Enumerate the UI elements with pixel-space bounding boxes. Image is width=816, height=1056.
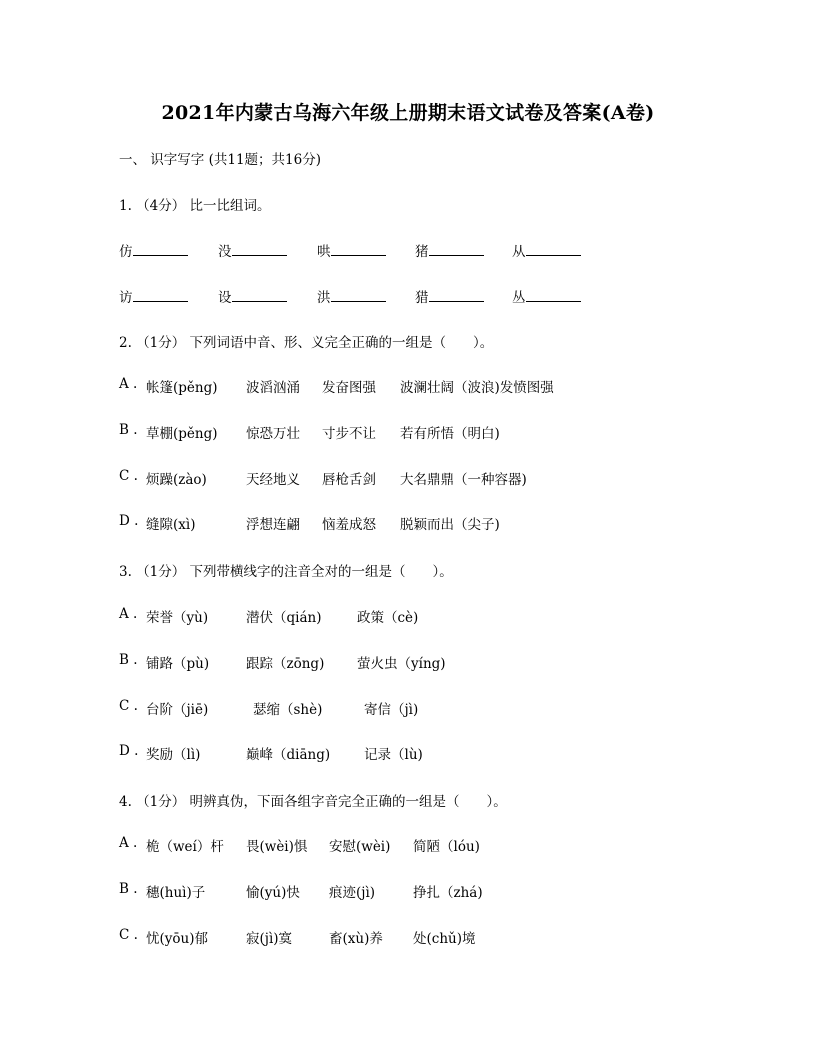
option-item: 巅峰（diāng) (246, 747, 331, 764)
option-item: 忧(yōu)郁 (146, 930, 208, 947)
option-label: A . (119, 376, 138, 392)
question-2-stem: 2. （1分） 下列词语中音、形、义完全正确的一组是（ ）。 (119, 335, 494, 351)
fill-blank: 没 (218, 240, 287, 260)
option-b (119, 652, 719, 672)
fill-blank: 哄 (317, 240, 386, 260)
fill-blank: 设 (218, 286, 287, 306)
option-item: 痕迹(jì) (329, 884, 376, 901)
fill-blank: 猎 (415, 286, 484, 306)
option-item: 简陋（lóu) (413, 839, 480, 855)
option-item: 潜伏（qián) (246, 610, 322, 626)
option-label: B . (119, 651, 138, 668)
option-item: 愉(yú)快 (246, 884, 300, 901)
option-item: 穗(huì)子 (146, 884, 206, 901)
option-item: 安慰(wèi) (329, 839, 391, 855)
option-item: 波澜壮阔（波浪)发愤图强 (400, 380, 554, 396)
option-item: 畏(wèi)惧 (246, 839, 308, 855)
option-item: 奖励（lì) (146, 747, 201, 764)
option-c (119, 468, 719, 488)
section-heading: 一、 识字写字 (共11题；共16分) (119, 152, 321, 168)
option-label: C . (119, 926, 138, 943)
fill-blank: 从 (512, 240, 581, 260)
option-item: 大名鼎鼎（一种容器) (400, 471, 527, 488)
option-item: 若有所悟（明白) (400, 425, 500, 442)
option-item: 跟踪（zōng) (246, 655, 325, 672)
question-3-stem: 3. （1分） 下列带横线字的注音全对的一组是（ ）。 (119, 564, 453, 580)
option-item: 畜(xù)养 (329, 930, 383, 947)
option-item: 惊恐万壮 (246, 425, 300, 442)
option-a (119, 835, 719, 855)
option-item: 桅（weí）杆 (146, 839, 224, 855)
option-label: D . (119, 513, 139, 530)
option-item: 恼羞成怒 (322, 517, 376, 534)
option-item: 烦躁(zào) (146, 471, 207, 488)
option-item: 政策（cè) (357, 610, 419, 626)
option-a (119, 606, 719, 626)
option-label: B . (119, 880, 138, 897)
option-label: C . (119, 467, 138, 484)
question-1-stem: 1. （4分） 比一比组词。 (119, 198, 271, 214)
option-item: 唇枪舌剑 (322, 471, 376, 488)
option-item: 发奋图强 (322, 380, 376, 396)
option-item: 寂(jì)寞 (246, 930, 293, 947)
option-label: D . (119, 743, 139, 760)
option-b (119, 881, 719, 901)
option-item: 浮想连翩 (246, 517, 300, 534)
option-d (119, 743, 719, 763)
document-title: 2021年内蒙古乌海六年级上册期末语文试卷及答案(A卷) (161, 102, 655, 124)
option-item: 处(chǔ)境 (413, 930, 476, 947)
option-item: 草棚(pěng) (146, 425, 218, 442)
option-item: 挣扎（zhá) (413, 884, 483, 901)
option-item: 寸步不让 (322, 425, 376, 442)
option-item: 帐篷(pěng) (146, 380, 218, 396)
option-c (119, 927, 719, 947)
fill-blank: 丛 (512, 286, 581, 306)
q1-row-1 (119, 240, 719, 260)
option-a (119, 376, 719, 396)
fill-blank: 访 (119, 286, 188, 306)
option-label: B . (119, 421, 138, 438)
option-item: 缝隙(xì) (146, 517, 196, 534)
question-4-stem: 4. （1分） 明辨真伪，下面各组字音完全正确的一组是（ ）。 (119, 794, 507, 810)
option-label: C . (119, 697, 138, 714)
option-item: 瑟缩（shè) (253, 701, 323, 718)
q1-row-2 (119, 286, 719, 306)
option-item: 天经地义 (246, 471, 300, 488)
option-item: 萤火虫（yíng) (357, 655, 446, 672)
option-item: 台阶（jiē) (146, 701, 209, 718)
fill-blank: 洪 (317, 286, 386, 306)
option-label: A . (119, 606, 138, 622)
fill-blank: 仿 (119, 240, 188, 260)
option-item: 脱颖而出（尖子) (400, 517, 500, 534)
option-c (119, 698, 719, 718)
option-b (119, 422, 719, 442)
option-item: 记录（lù) (364, 747, 423, 764)
option-item: 寄信（jì) (364, 701, 419, 718)
option-item: 铺路（pù) (146, 655, 210, 672)
option-item: 荣誉（yù) (146, 610, 209, 626)
option-d (119, 513, 719, 533)
option-item: 波滔汹涌 (246, 380, 300, 396)
option-label: A . (119, 835, 138, 851)
fill-blank: 猪 (415, 240, 484, 260)
